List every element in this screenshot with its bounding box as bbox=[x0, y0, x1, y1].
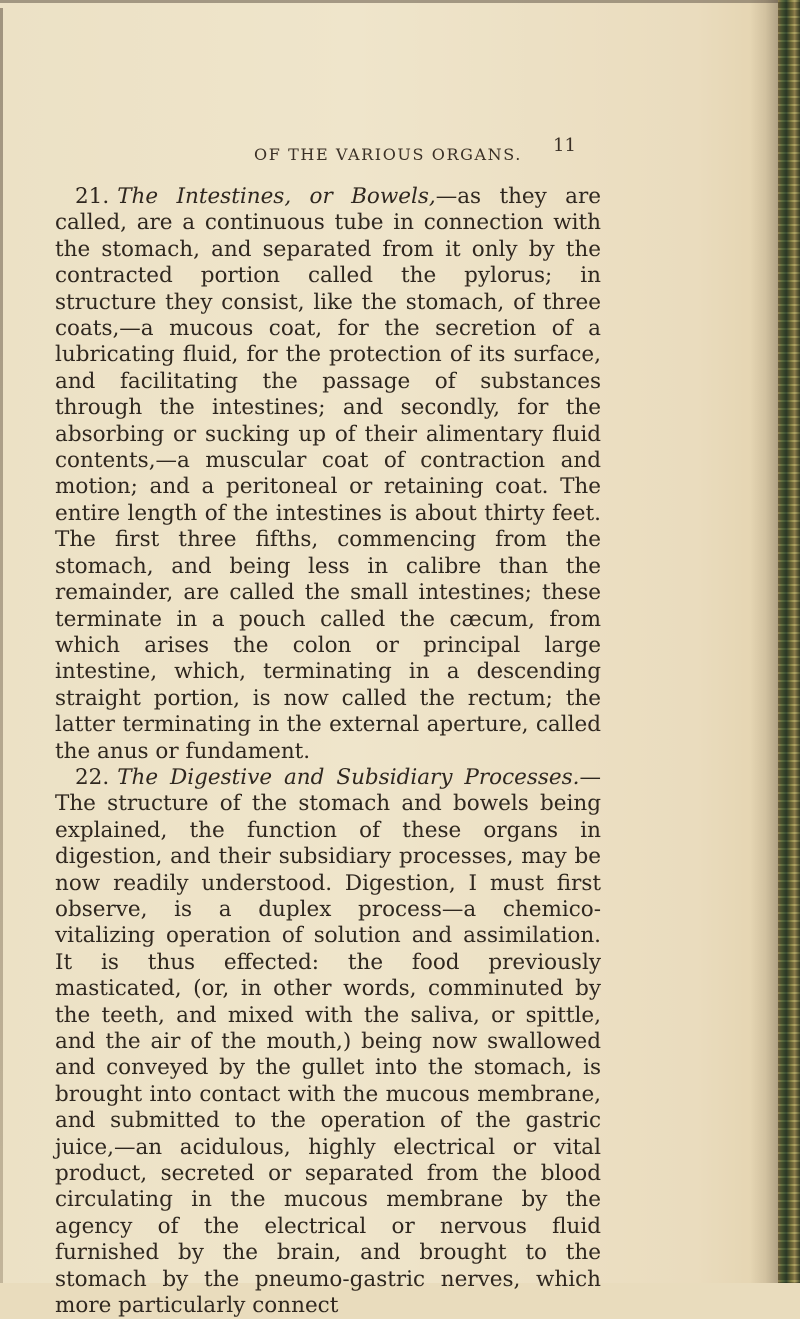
spine-shadow bbox=[750, 0, 778, 1283]
paragraph-21-title: The Intestines, or Bowels, bbox=[117, 184, 436, 209]
running-header: OF THE VARIOUS ORGANS. bbox=[254, 144, 522, 164]
page-number: 11 bbox=[553, 135, 576, 156]
book-spine bbox=[778, 0, 800, 1283]
left-page-edge bbox=[0, 8, 3, 1283]
paragraph-21-number: 21. bbox=[75, 184, 110, 209]
paragraph-21-text: —as they are called, are a continuous tube in connection with the stomach, and separated from it only by the contracted portion called the pylorus; in structure they consist, like the stomach, of three coats,—a mucous coat, for the secretion of a lubricating fluid, for the protection of its surface, and facilitating the passage of substances through the intestines; and secondly, for the absorbing or sucking up of their alimentary fluid contents,—a muscular coat of contraction and motion; and a peritoneal or retaining coat. The entire length of the intestines is about thirty feet. The first three fifths, commencing from the stomach, and being less in calibre than the remainder, are called the small intestines; these terminate in a pouch called the cæcum, from which arises the colon or principal large intestine, which, terminating in a descending straight portion, is now called the rectum; the latter terminating in the external aperture, called the anus or fundament. bbox=[55, 184, 601, 764]
top-page-edge bbox=[0, 0, 790, 3]
paragraph-22-title: The Digestive and Subsidiary Processes. bbox=[117, 764, 580, 790]
paragraph-22-number: 22. bbox=[75, 764, 110, 790]
paragraph-22-text: —The structure of the stomach and bowels being explained, the function of these organs in digestion, and their subsidiary processes, may be now readily understood. Digestion, I must first observe, is a duplex process—a chemico-vitalizing operation of solution and assimilation. It is thus effected: the food previously masticated, (or, in other words, comminuted by the teeth, and mixed with the saliva, or spittle, and the air of the mouth,) being now swallowed and conveyed by the gullet into the stomach, is brought into contact with the mucous membrane, and submitted to the operation of the gastric juice,—an acidulous, highly electrical or vital product, secreted or separated from the blood circulating in the mucous membrane by the agency of the electrical or nervous fluid furnished by the brain, and brought to the stomach by the pneumo-gastric nerves, which more particularly connect bbox=[55, 764, 601, 1319]
paragraph-21 bbox=[55, 184, 601, 765]
paragraph-22 bbox=[55, 765, 601, 1319]
body-text bbox=[55, 184, 601, 1319]
